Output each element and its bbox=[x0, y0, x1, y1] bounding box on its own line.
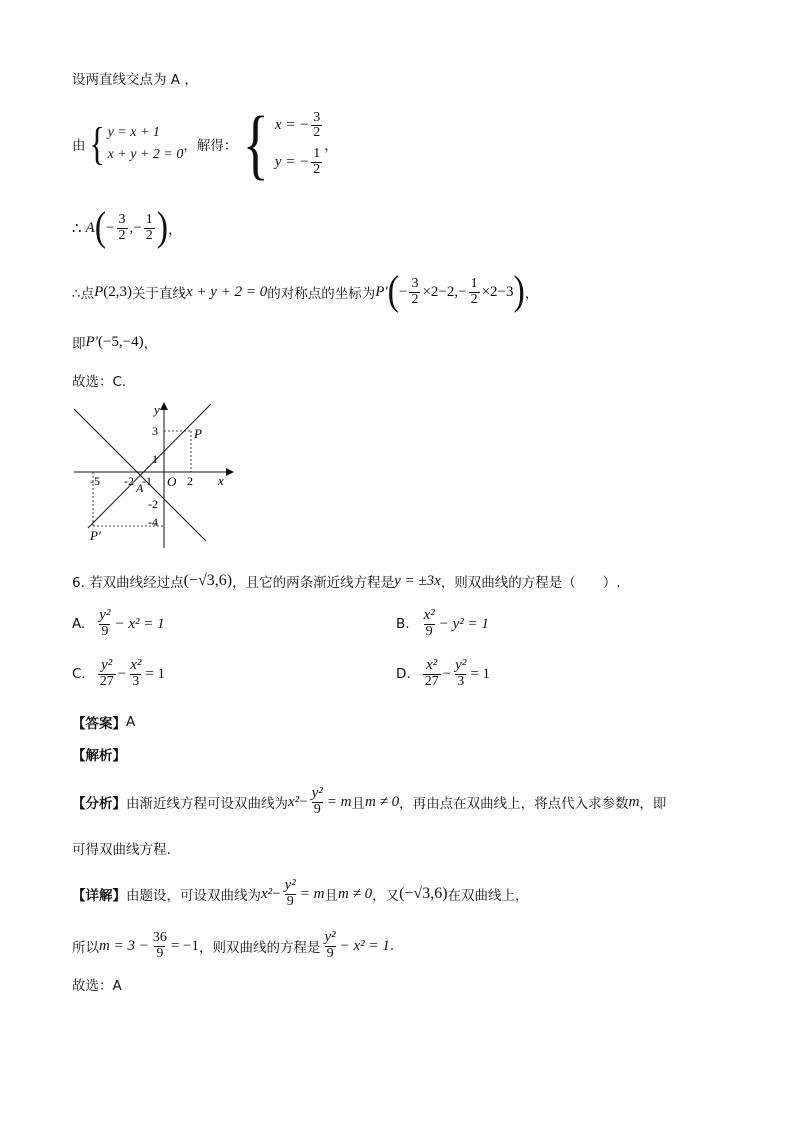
p-prime-coords: (−5,−4) bbox=[97, 333, 144, 350]
p-coords: (2,3) bbox=[103, 283, 133, 300]
solution-brace: { bbox=[242, 100, 270, 187]
sym-calc-2: ×2−3 bbox=[481, 283, 514, 300]
option-c[interactable] bbox=[72, 656, 165, 692]
option-d-letter: D. bbox=[396, 666, 411, 682]
tick-ym4: -4 bbox=[148, 515, 158, 529]
p-prime-label: P′ bbox=[375, 283, 388, 300]
opt-d-frac2: $\frac{\text{y²}}{3}$ bbox=[455, 657, 467, 690]
fenxi-line bbox=[72, 782, 666, 822]
fenxi-tag: 【分析】 bbox=[72, 796, 126, 812]
fenxi-frac: $\frac{\text{y²}}{9}$ bbox=[311, 785, 323, 818]
p-label: P bbox=[94, 283, 104, 300]
option-b-letter: B. bbox=[396, 616, 410, 632]
intro-text: 设两直线交点为 A ， bbox=[72, 72, 198, 88]
q6-stem-2: ，且它的两条渐近线方程是 bbox=[232, 575, 395, 591]
m-result: = −1 bbox=[170, 937, 199, 954]
final-frac: $\frac{\text{y²}}{9}$ bbox=[324, 929, 336, 962]
frac-3-2: $\frac{3}{2}$ bbox=[313, 109, 321, 141]
detail-frac: $\frac{\text{y²}}{9}$ bbox=[284, 877, 296, 910]
eq1: y = x + 1 bbox=[107, 125, 160, 141]
opt-a-tail: − x² = 1 bbox=[114, 615, 165, 632]
fenxi-1: 由渐近线方程可设双曲线为 bbox=[126, 796, 288, 812]
tick-ym2: -2 bbox=[148, 497, 158, 511]
fenxi-eq-m: = m bbox=[326, 793, 352, 810]
option-c-letter: C. bbox=[72, 666, 86, 682]
detail-line bbox=[72, 874, 529, 914]
ji-text: 即 bbox=[72, 336, 86, 352]
tick-y3: 3 bbox=[152, 424, 158, 438]
solution-system bbox=[275, 111, 324, 178]
choose-a-line bbox=[72, 974, 122, 994]
result-line bbox=[72, 926, 394, 966]
m-calc: m = 3 − bbox=[99, 937, 149, 954]
solve-text: ，解得： bbox=[183, 138, 238, 154]
final-1: ，则双曲线的方程是 bbox=[199, 940, 321, 956]
tick-xm2: -2 bbox=[124, 474, 134, 488]
a-label: A bbox=[85, 219, 95, 236]
fenxi-4: ，即 bbox=[639, 796, 667, 812]
tick-y1: 1 bbox=[152, 452, 158, 466]
detail-minus: − bbox=[272, 885, 281, 902]
answer-line bbox=[72, 712, 135, 732]
opt-c-minus: − bbox=[117, 665, 127, 682]
eq2: x + y + 2 = 0 bbox=[107, 147, 184, 162]
paren-close: ) bbox=[156, 205, 169, 250]
y-axis-label: y bbox=[154, 402, 160, 417]
sym-text: 的对称点的坐标为 bbox=[267, 286, 376, 302]
fenxi-line-2 bbox=[72, 838, 171, 858]
calc-frac: $\frac{36}{9}$ bbox=[152, 929, 167, 961]
q6-stem bbox=[72, 566, 621, 596]
answer-value: A bbox=[126, 714, 136, 730]
q6-stem-1: 6. 若双曲线经过点 bbox=[72, 575, 184, 591]
coordinate-figure bbox=[66, 398, 236, 550]
line-about-text: 关于直线 bbox=[132, 286, 187, 302]
tick-xm5: -5 bbox=[90, 474, 100, 488]
fenxi-2: 且 bbox=[351, 796, 365, 812]
frac-sym-y: $\frac{1}{2}$ bbox=[470, 275, 478, 307]
opt-c-frac2: $\frac{\text{x²}}{3}$ bbox=[130, 657, 142, 690]
detail-1: 由题设，可设双曲线为 bbox=[126, 888, 261, 904]
comma-2: ， bbox=[168, 222, 182, 238]
intro-line bbox=[72, 68, 198, 88]
frac-1-2: $\frac{1}{2}$ bbox=[313, 146, 321, 177]
therefore-symbol: ∴ bbox=[72, 220, 82, 237]
p-prime-label-2: P′ bbox=[85, 333, 98, 350]
detail-eq-m: = m bbox=[299, 885, 325, 902]
q6-asym: y = ±3x bbox=[394, 572, 441, 589]
comma-3: ， bbox=[524, 286, 539, 302]
sol-y: y = − bbox=[274, 153, 310, 170]
frac-a-x: $\frac{3}{2}$ bbox=[118, 211, 126, 243]
point-a-line bbox=[72, 206, 182, 250]
left-brace: { bbox=[88, 118, 105, 169]
pp-point-label: P′ bbox=[90, 528, 101, 543]
y-axis-arrow bbox=[160, 402, 168, 410]
analysis-tag: 【解析】 bbox=[72, 748, 126, 764]
comma: ， bbox=[324, 138, 338, 154]
fenxi-m: m bbox=[628, 793, 640, 810]
you-text: 由 bbox=[72, 138, 86, 154]
fenxi-m-ne: m ≠ 0 bbox=[365, 793, 400, 810]
detail-2: ，又 bbox=[372, 888, 400, 904]
x-axis-arrow bbox=[226, 468, 234, 476]
equation-system bbox=[108, 122, 184, 165]
choose-c: 故选：C. bbox=[72, 374, 127, 390]
fenxi-3: ，再由点在双曲线上，将点代入求参数 bbox=[399, 796, 629, 812]
option-a-letter: A. bbox=[72, 616, 86, 632]
q6-point: (−√3,6) bbox=[183, 572, 233, 589]
suoyi: 所以 bbox=[72, 940, 99, 956]
symmetric-point-line bbox=[72, 270, 538, 314]
opt-a-frac: $\frac{\text{y²}}{9}$ bbox=[99, 607, 111, 640]
x-axis-label: x bbox=[218, 473, 224, 488]
final-eq-tail: − x² = 1 bbox=[339, 937, 390, 954]
opt-d-eq: = 1 bbox=[470, 665, 491, 682]
choose-a: 故选：A bbox=[72, 978, 122, 994]
tick-x2: 2 bbox=[187, 474, 193, 488]
minus: − bbox=[106, 219, 115, 236]
minus-2: − bbox=[398, 283, 408, 300]
origin-label: O bbox=[167, 474, 177, 489]
period: . bbox=[389, 938, 395, 954]
system-line bbox=[72, 100, 338, 187]
paren-open: ( bbox=[94, 205, 107, 250]
point-sym-text: ∴点 bbox=[72, 286, 95, 302]
frac-sym-x: $\frac{3}{2}$ bbox=[411, 275, 419, 307]
line-eq: x + y + 2 = 0 bbox=[186, 283, 268, 300]
detail-3: 在双曲线上， bbox=[447, 888, 529, 904]
opt-d-frac1: $\frac{\text{x²}}{27}$ bbox=[424, 657, 439, 690]
detail-point: (−√3,6) bbox=[399, 885, 448, 902]
detail-and: 且 bbox=[324, 888, 338, 904]
sym-calc-1: ×2−2,− bbox=[422, 283, 467, 300]
p-point-label: P bbox=[194, 426, 202, 441]
paren-close-2: ) bbox=[513, 269, 525, 314]
comma-4: ， bbox=[143, 336, 158, 352]
detail-m-ne: m ≠ 0 bbox=[338, 885, 373, 902]
tick-xm1: -1 bbox=[142, 474, 152, 488]
option-b[interactable] bbox=[396, 606, 489, 642]
opt-c-frac1: $\frac{\text{y²}}{27}$ bbox=[99, 657, 114, 690]
detail-tag: 【详解】 bbox=[72, 888, 126, 904]
choose-c-line bbox=[72, 370, 126, 390]
answer-tag: 【答案】 bbox=[72, 716, 126, 732]
paren-open-2: ( bbox=[387, 269, 399, 314]
p-prime-result-line bbox=[72, 332, 157, 352]
fenxi-5: 可得双曲线方程. bbox=[72, 842, 171, 858]
opt-b-frac: $\frac{\text{x²}}{9}$ bbox=[423, 607, 435, 640]
frac-a-y: $\frac{1}{2}$ bbox=[145, 211, 153, 243]
a-point-label: A bbox=[136, 481, 144, 495]
detail-x2: x² bbox=[261, 885, 273, 902]
sol-x: x = − bbox=[274, 117, 310, 134]
fenxi-minus: − bbox=[299, 793, 308, 810]
opt-b-tail: − y² = 1 bbox=[438, 615, 489, 632]
analysis-line bbox=[72, 744, 126, 764]
opt-c-eq: = 1 bbox=[145, 665, 166, 682]
option-a[interactable] bbox=[72, 606, 165, 642]
q6-stem-3: ，则双曲线的方程是（ ）. bbox=[440, 575, 621, 591]
opt-d-minus: − bbox=[442, 665, 452, 682]
option-d[interactable] bbox=[396, 656, 490, 692]
fenxi-x2: x² bbox=[288, 793, 300, 810]
sep: ,− bbox=[129, 219, 142, 236]
